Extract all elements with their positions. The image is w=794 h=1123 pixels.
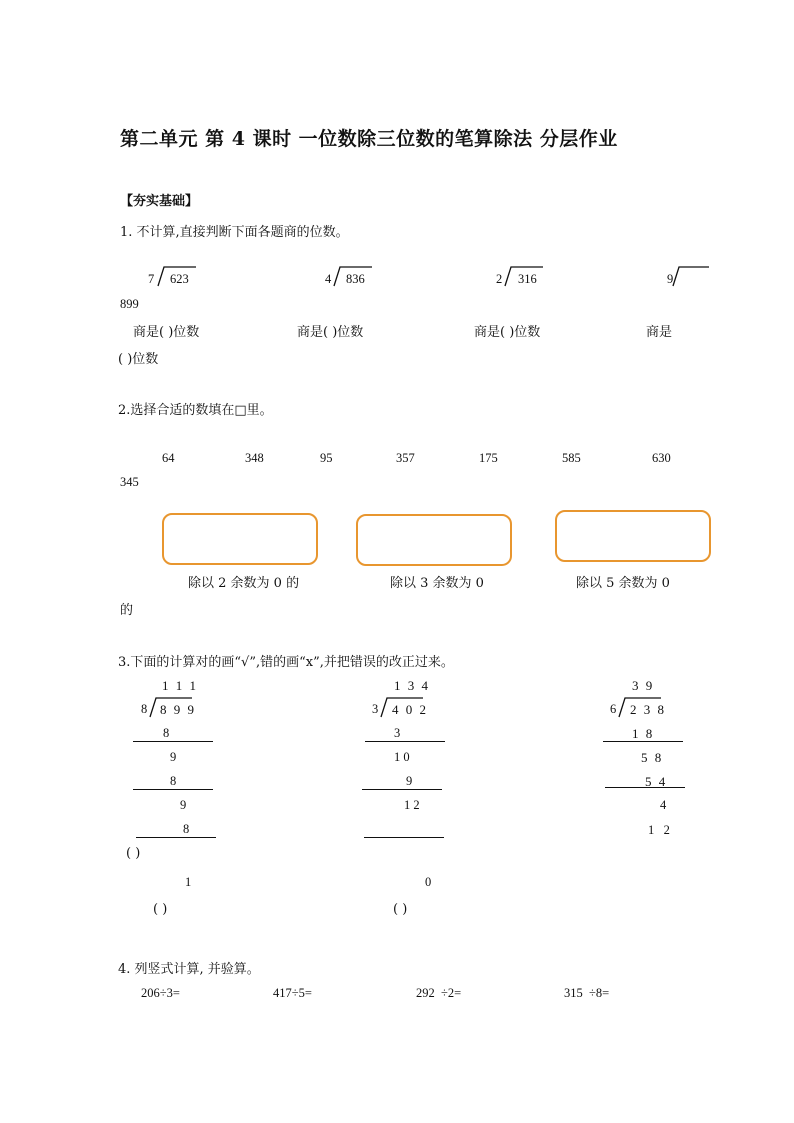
quotient: 1 3 4 [394,678,430,693]
dividend: 623 [170,272,189,286]
page-title: 第二单元 第 4 课时 一位数除三位数的笔算除法 分层作业 [120,128,618,150]
box-label-overflow: 的 [120,603,134,618]
q1-answer-1: 商是( )位数 [133,325,200,340]
divisor: 3 [372,702,379,716]
quotient: 3 9 [632,678,655,693]
q2-overflow-number: 345 [120,475,139,489]
divisor: 9 [667,272,674,286]
dividend: 2 3 8 [630,702,666,717]
subtraction-line [133,789,213,790]
q4-prompt: 4. 列竖式计算, 并验算。 [118,962,260,977]
dividend: 8 9 9 [160,702,196,717]
divisor: 6 [610,702,617,716]
q1-answer-3: 商是( )位数 [474,325,541,340]
answer-box-div3[interactable] [356,514,512,566]
step: 1 0 [394,750,410,764]
step: 5 8 [641,750,664,765]
section-header: 【夯实基础】 [120,194,199,209]
subtraction-line [605,787,685,788]
step: 5 4 [645,774,668,789]
answer-box-div5[interactable] [555,510,711,562]
q2-number: 64 [162,451,175,465]
box-label-div5: 除以 5 余数为 0 [576,576,670,591]
step: 1 2 [648,823,670,837]
step: 8 [163,726,170,740]
box-label-div3: 除以 3 余数为 0 [390,576,484,591]
step: 1 8 [632,726,655,741]
step: 8 [170,774,177,788]
subtraction-line [362,789,442,790]
q4-item: 292 ÷2= [416,986,462,1000]
subtraction-line [365,741,445,742]
q2-number: 95 [320,451,333,465]
quotient: 1 1 1 [162,678,198,693]
subtraction-line [133,741,213,742]
q2-number: 175 [479,451,498,465]
division-bracket-icon [673,266,713,288]
q4-item: 206÷3= [141,986,180,1000]
q1-prompt: 1. 不计算,直接判断下面各题商的位数。 [120,225,349,240]
q4-item: 417÷5= [273,986,312,1000]
q1-answer-4: 商是 [646,325,673,340]
step: 9 [170,750,177,764]
step: 3 [394,726,401,740]
q2-number: 357 [396,451,415,465]
step: 9 [180,798,187,812]
divisor: 7 [148,272,155,286]
judge-blank-2[interactable]: ( ) [393,902,408,917]
q2-prompt: 2.选择合适的数填在□里。 [118,403,273,418]
answer-box-div2[interactable] [162,513,318,565]
q1-answer-2: 商是( )位数 [297,325,364,340]
subtraction-line [136,837,216,838]
step: 9 [406,774,413,788]
divisor: 8 [141,702,148,716]
remainder: 1 [185,875,192,889]
paren: ( ) [126,846,141,861]
judge-blank-1[interactable]: ( ) [153,902,168,917]
q3-prompt: 3.下面的计算对的画“√”,错的画“x”,并把错误的改正过来。 [118,655,454,670]
q1-overflow-dividend: 899 [120,297,139,311]
subtraction-line [603,741,683,742]
dividend: 4 0 2 [392,702,428,717]
step: 8 [183,822,190,836]
dividend: 316 [518,272,537,286]
box-label-div2: 除以 2 余数为 0 的 [188,576,300,591]
step: 1 2 [404,798,420,812]
q4-item: 315 ÷8= [564,986,610,1000]
dividend: 836 [346,272,365,286]
step: 4 [660,798,667,812]
q2-number: 348 [245,451,264,465]
subtraction-line [364,837,444,838]
divisor: 2 [496,272,503,286]
divisor: 4 [325,272,332,286]
q2-number: 585 [562,451,581,465]
q1-overflow-answer: ( )位数 [118,352,159,367]
remainder: 0 [425,875,432,889]
q2-number: 630 [652,451,671,465]
